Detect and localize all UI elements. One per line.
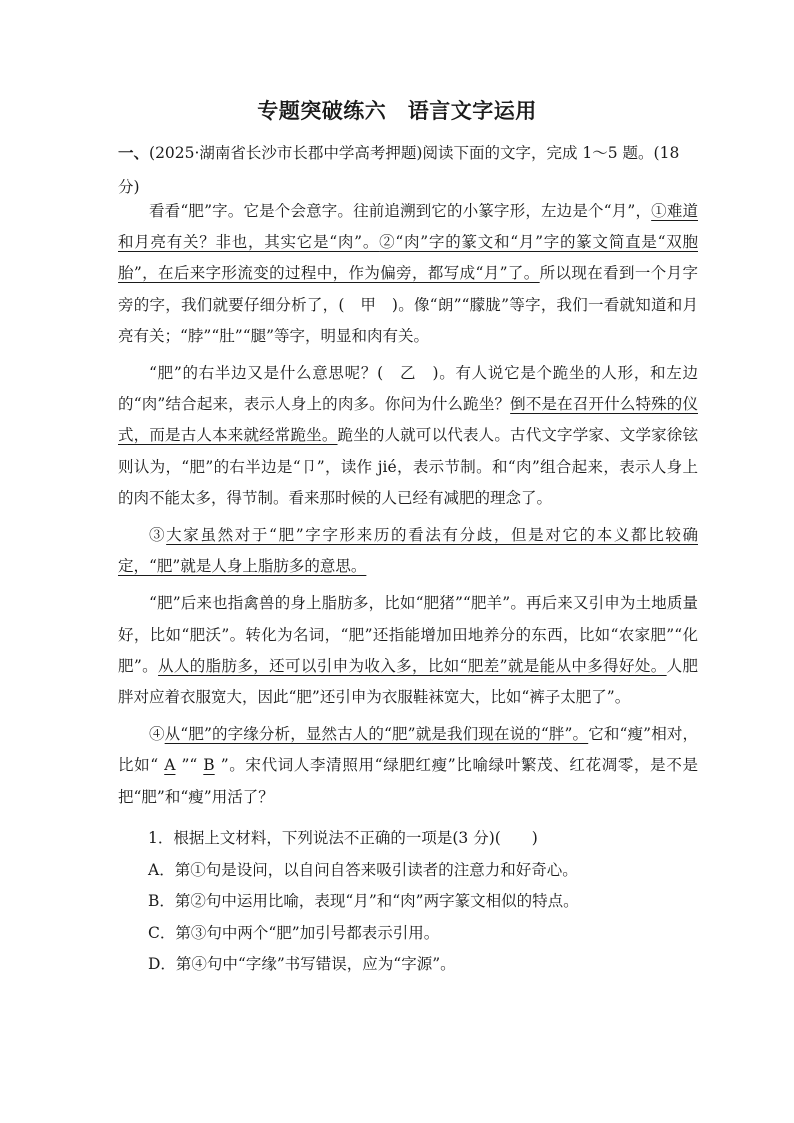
- passage-text: ”“: [181, 756, 198, 775]
- reading-passage: [118, 196, 698, 819]
- passage-text: 看看“肥”字。它是个会意字。往前追溯到它的小篆字形，左边是个“月”，: [149, 202, 652, 220]
- option-d: D．第④句中“字缘”书写错误，应为“字源”。: [148, 955, 456, 974]
- underlined-sentence-1: ①难道和月亮有关？非也，其实它是“肉”。: [118, 202, 698, 252]
- passage-text: 人肥胖对应着衣服宽大，因此“肥”还引申为衣服鞋袜宽大，比如“裤子太肥了”。: [118, 656, 698, 707]
- underlined-sentence-3: 大家虽然对于“肥”字字形来历的看法有分歧，但是对它的本义都比较确定，“肥”就是人身上脂肪多的意思。: [118, 526, 698, 576]
- underlined-sentence-4: 从“肥”的字缘分析，显然古人的“肥”就是我们现在说的“胖”。: [164, 725, 589, 744]
- option-c: C．第③句中两个“肥”加引号都表示引用。: [148, 923, 440, 942]
- question-number: 一、: [118, 144, 150, 162]
- option-a: A．第①句是设问，以自问自答来吸引读者的注意力和好奇心。: [148, 860, 578, 879]
- passage-paragraph-4: [118, 588, 698, 713]
- question-header: [118, 136, 698, 204]
- passage-paragraph-1: [118, 196, 698, 352]
- passage-paragraph-3: [118, 520, 698, 582]
- sentence-marker-3: ③: [149, 526, 167, 545]
- question-block: [148, 823, 708, 981]
- passage-text: 所以现在看到一个月字旁的字，我们就要仔细分析了，( 甲 )。像“朗”“朦胧”等字，我们一看就知道和月亮有关；“脖”“肚”“腿”等字，明显和肉有关。: [118, 264, 698, 345]
- page-title: 专题突破练六 语言文字运用: [257, 99, 537, 123]
- passage-text: 它和“瘦”相对，比如“: [118, 725, 698, 775]
- option-b: B．第②句中运用比喻，表现“月”和“肉”两字篆文相似的特点。: [148, 892, 579, 911]
- sentence-marker-4: ④: [149, 725, 165, 744]
- question-stem: 1．根据上文材料，下列说法不正确的一项是(3 分)( ): [148, 829, 538, 847]
- underlined-sentence-2: ②“肉”字的篆文和“月”字的篆文简直是“双胞胎”，在后来字形流变的过程中，作为偏旁，都写成“月”了。: [118, 233, 698, 283]
- passage-text: ”。宋代词人李清照用“绿肥红瘦”比喻绿叶繁茂、红花凋零，是不是把“肥”和“瘦”用活了？: [118, 756, 698, 806]
- passage-paragraph-5: [118, 719, 698, 813]
- passage-text: 跪坐的人就可以代表人。古代文字学家、文学家徐铉则认为，“肥”的右半边是“卩”，读作 jié，表示节制。和“肉”组合起来，表示人身上的肉不能太多，得节制。看来那时候的人已经有减肥的理念了。: [118, 426, 698, 507]
- underlined-sentence: 倒不是在召开什么特殊的仪式，而是古人本来就经常跪坐。: [118, 395, 698, 445]
- passage-text: “肥”的右半边又是什么意思呢？( 乙 )。有人说它是个跪坐的人形，和左边的“肉”结合起来，表示人身上的肉多。你问为什么跪坐？: [118, 364, 698, 414]
- blank-b: B: [203, 756, 215, 775]
- underlined-sentence: 从人的脂肪多，还可以引申为收入多，比如“肥差”就是能从中多得好处。: [158, 656, 667, 675]
- blank-a: A: [164, 756, 176, 775]
- passage-paragraph-2: [118, 358, 698, 514]
- question-instruction: (2025·湖南省长沙市长郡中学高考押题)阅读下面的文字，完成 1～5 题。(18 分): [118, 144, 680, 196]
- passage-text: “肥”后来也指禽兽的身上脂肪多，比如“肥猪”“肥羊”。再后来又引申为土地质量好，比如“肥沃”。转化为名词，“肥”还指能增加田地养分的东西，比如“农家肥”“化肥”。: [118, 594, 698, 675]
